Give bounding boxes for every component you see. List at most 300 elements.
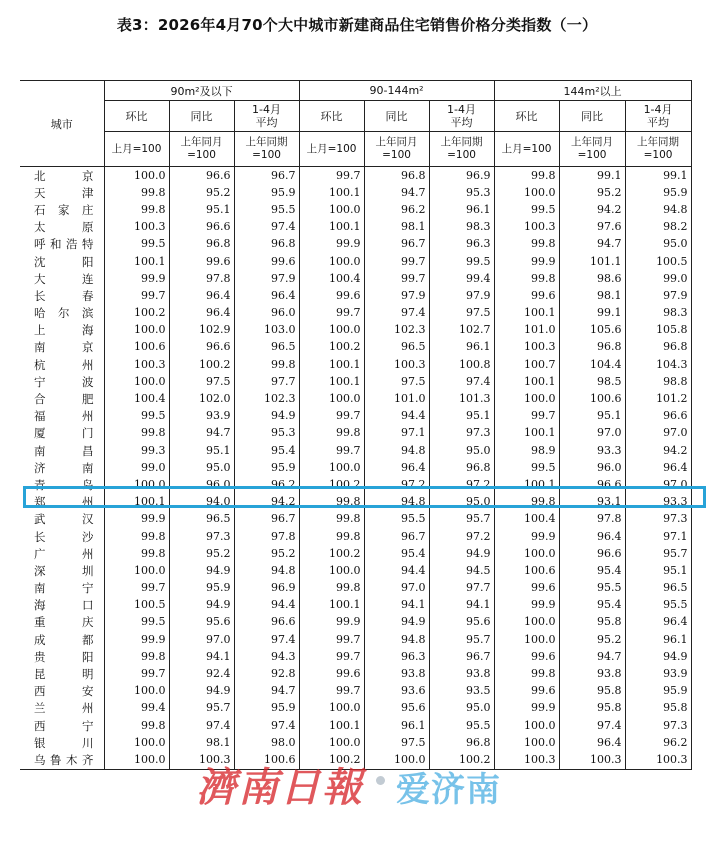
value-cell: 96.1	[429, 201, 494, 218]
value-cell: 99.5	[494, 201, 559, 218]
value-cell: 98.3	[429, 219, 494, 236]
value-cell: 95.1	[625, 562, 691, 579]
table-row	[20, 408, 691, 425]
value-cell: 95.9	[234, 700, 299, 717]
table-row	[20, 528, 691, 545]
value-cell: 94.8	[625, 201, 691, 218]
city-cell: 重庆	[20, 614, 104, 631]
value-cell: 96.8	[429, 459, 494, 476]
table-row	[20, 322, 691, 339]
city-cell: 杭州	[20, 356, 104, 373]
table-row	[20, 167, 691, 185]
value-cell: 96.7	[429, 648, 494, 665]
value-cell: 96.6	[169, 167, 234, 185]
value-cell: 104.3	[625, 356, 691, 373]
value-cell: 95.4	[234, 442, 299, 459]
value-cell: 94.9	[169, 562, 234, 579]
value-cell: 96.4	[169, 287, 234, 304]
sub-header: 1-4月 平均	[625, 101, 691, 132]
value-cell: 92.4	[169, 665, 234, 682]
value-cell: 97.0	[625, 476, 691, 493]
value-cell: 96.8	[429, 734, 494, 751]
value-cell: 97.0	[625, 425, 691, 442]
value-cell: 100.3	[494, 219, 559, 236]
value-cell: 100.0	[104, 322, 169, 339]
value-cell: 99.7	[104, 665, 169, 682]
value-cell: 99.6	[299, 665, 364, 682]
value-cell: 100.3	[104, 219, 169, 236]
value-cell: 97.9	[625, 287, 691, 304]
table-row	[20, 459, 691, 476]
value-cell: 97.9	[429, 287, 494, 304]
value-cell: 100.8	[429, 356, 494, 373]
city-cell: 乌鲁木齐	[20, 751, 104, 769]
table-row	[20, 201, 691, 218]
value-cell: 97.2	[364, 476, 429, 493]
value-cell: 96.4	[234, 287, 299, 304]
value-cell: 95.2	[559, 184, 625, 201]
value-cell: 99.1	[625, 167, 691, 185]
value-cell: 95.2	[169, 545, 234, 562]
base-header: 上月=100	[299, 132, 364, 167]
value-cell: 96.4	[559, 528, 625, 545]
table-row	[20, 751, 691, 769]
value-cell: 96.8	[559, 339, 625, 356]
value-cell: 99.5	[429, 253, 494, 270]
value-cell: 96.2	[625, 734, 691, 751]
value-cell: 100.0	[104, 562, 169, 579]
value-cell: 96.3	[364, 648, 429, 665]
value-cell: 94.7	[364, 184, 429, 201]
value-cell: 99.9	[494, 528, 559, 545]
city-cell: 天津	[20, 184, 104, 201]
value-cell: 100.0	[299, 322, 364, 339]
sub-header: 同比	[169, 101, 234, 132]
value-cell: 99.9	[494, 700, 559, 717]
city-cell: 北京	[20, 167, 104, 185]
value-cell: 100.6	[559, 390, 625, 407]
value-cell: 96.8	[625, 339, 691, 356]
value-cell: 95.6	[169, 614, 234, 631]
value-cell: 96.4	[625, 614, 691, 631]
value-cell: 95.5	[429, 717, 494, 734]
value-cell: 99.7	[104, 287, 169, 304]
value-cell: 93.1	[559, 494, 625, 511]
value-cell: 95.0	[429, 494, 494, 511]
value-cell: 100.1	[104, 494, 169, 511]
value-cell: 100.0	[104, 734, 169, 751]
table-row	[20, 356, 691, 373]
value-cell: 94.0	[169, 494, 234, 511]
value-cell: 100.2	[429, 751, 494, 769]
value-cell: 98.3	[625, 305, 691, 322]
value-cell: 95.2	[234, 545, 299, 562]
value-cell: 99.7	[104, 580, 169, 597]
value-cell: 101.0	[364, 390, 429, 407]
value-cell: 96.2	[234, 476, 299, 493]
value-cell: 95.6	[364, 700, 429, 717]
value-cell: 98.9	[494, 442, 559, 459]
value-cell: 96.7	[234, 511, 299, 528]
value-cell: 97.0	[364, 580, 429, 597]
group-header-medium: 90-144m²	[299, 81, 494, 101]
table-row	[20, 287, 691, 304]
sub-header: 1-4月 平均	[429, 101, 494, 132]
value-cell: 99.8	[104, 717, 169, 734]
value-cell: 100.0	[494, 631, 559, 648]
price-index-table	[20, 80, 692, 770]
value-cell: 96.6	[234, 614, 299, 631]
value-cell: 95.5	[364, 511, 429, 528]
value-cell: 97.4	[364, 305, 429, 322]
value-cell: 96.4	[559, 734, 625, 751]
table-row	[20, 717, 691, 734]
value-cell: 96.4	[625, 459, 691, 476]
city-cell: 上海	[20, 322, 104, 339]
value-cell: 94.7	[559, 236, 625, 253]
city-cell: 青岛	[20, 476, 104, 493]
value-cell: 95.5	[234, 201, 299, 218]
sub-header: 环比	[104, 101, 169, 132]
value-cell: 100.1	[299, 184, 364, 201]
value-cell: 98.8	[625, 373, 691, 390]
value-cell: 99.6	[299, 287, 364, 304]
value-cell: 99.8	[494, 494, 559, 511]
city-cell: 长沙	[20, 528, 104, 545]
value-cell: 99.9	[299, 614, 364, 631]
value-cell: 97.4	[234, 717, 299, 734]
value-cell: 99.8	[104, 201, 169, 218]
table-row	[20, 562, 691, 579]
value-cell: 99.8	[494, 167, 559, 185]
value-cell: 99.8	[234, 356, 299, 373]
table-row	[20, 476, 691, 493]
value-cell: 95.9	[625, 683, 691, 700]
value-cell: 99.8	[299, 425, 364, 442]
value-cell: 94.1	[169, 648, 234, 665]
value-cell: 99.9	[494, 597, 559, 614]
value-cell: 97.2	[429, 476, 494, 493]
value-cell: 99.6	[494, 683, 559, 700]
city-cell: 兰州	[20, 700, 104, 717]
value-cell: 99.9	[104, 511, 169, 528]
value-cell: 94.9	[234, 408, 299, 425]
value-cell: 99.8	[104, 425, 169, 442]
value-cell: 99.4	[429, 270, 494, 287]
sub-header: 1-4月 平均	[234, 101, 299, 132]
value-cell: 97.8	[169, 270, 234, 287]
value-cell: 100.0	[299, 201, 364, 218]
value-cell: 100.2	[299, 476, 364, 493]
value-cell: 94.7	[559, 648, 625, 665]
value-cell: 97.5	[364, 734, 429, 751]
value-cell: 96.4	[364, 459, 429, 476]
table-row	[20, 614, 691, 631]
watermark-dot	[376, 776, 385, 785]
table-row	[20, 494, 691, 511]
value-cell: 93.3	[625, 494, 691, 511]
value-cell: 98.1	[169, 734, 234, 751]
value-cell: 93.8	[559, 665, 625, 682]
value-cell: 100.4	[104, 390, 169, 407]
value-cell: 100.3	[625, 751, 691, 769]
value-cell: 100.0	[299, 459, 364, 476]
base-header: 上年同月 =100	[559, 132, 625, 167]
city-cell: 银川	[20, 734, 104, 751]
value-cell: 95.9	[169, 580, 234, 597]
value-cell: 99.5	[104, 614, 169, 631]
value-cell: 96.5	[625, 580, 691, 597]
value-cell: 95.9	[234, 459, 299, 476]
value-cell: 97.4	[429, 373, 494, 390]
table-header	[20, 81, 691, 167]
value-cell: 97.3	[625, 511, 691, 528]
city-cell: 贵阳	[20, 648, 104, 665]
value-cell: 99.8	[299, 511, 364, 528]
value-cell: 94.4	[364, 408, 429, 425]
value-cell: 99.1	[559, 305, 625, 322]
value-cell: 100.0	[299, 700, 364, 717]
city-column-header: 城市	[20, 81, 104, 167]
city-cell: 深圳	[20, 562, 104, 579]
city-cell: 西安	[20, 683, 104, 700]
value-cell: 100.1	[299, 356, 364, 373]
value-cell: 100.0	[299, 253, 364, 270]
city-cell: 长春	[20, 287, 104, 304]
value-cell: 102.0	[169, 390, 234, 407]
value-cell: 95.3	[429, 184, 494, 201]
value-cell: 99.5	[104, 408, 169, 425]
value-cell: 94.3	[234, 648, 299, 665]
value-cell: 99.9	[104, 631, 169, 648]
value-cell: 100.5	[625, 253, 691, 270]
value-cell: 97.8	[559, 511, 625, 528]
base-header: 上月=100	[494, 132, 559, 167]
value-cell: 102.7	[429, 322, 494, 339]
value-cell: 98.0	[234, 734, 299, 751]
value-cell: 105.6	[559, 322, 625, 339]
value-cell: 95.4	[559, 562, 625, 579]
value-cell: 92.8	[234, 665, 299, 682]
table-row	[20, 545, 691, 562]
value-cell: 96.0	[234, 305, 299, 322]
value-cell: 96.9	[429, 167, 494, 185]
value-cell: 93.9	[625, 665, 691, 682]
value-cell: 100.0	[494, 545, 559, 562]
value-cell: 98.5	[559, 373, 625, 390]
value-cell: 96.4	[169, 305, 234, 322]
value-cell: 94.2	[234, 494, 299, 511]
table-row	[20, 734, 691, 751]
value-cell: 102.3	[234, 390, 299, 407]
value-cell: 94.1	[364, 597, 429, 614]
value-cell: 100.0	[299, 562, 364, 579]
value-cell: 97.9	[364, 287, 429, 304]
value-cell: 99.7	[299, 648, 364, 665]
value-cell: 95.9	[234, 184, 299, 201]
value-cell: 99.9	[104, 270, 169, 287]
value-cell: 100.6	[494, 562, 559, 579]
value-cell: 94.4	[364, 562, 429, 579]
city-cell: 西宁	[20, 717, 104, 734]
value-cell: 99.1	[559, 167, 625, 185]
table-row	[20, 236, 691, 253]
value-cell: 96.8	[234, 236, 299, 253]
city-cell: 沈阳	[20, 253, 104, 270]
value-cell: 96.9	[234, 580, 299, 597]
value-cell: 94.9	[169, 683, 234, 700]
value-cell: 94.7	[169, 425, 234, 442]
value-cell: 94.2	[559, 201, 625, 218]
value-cell: 96.7	[364, 236, 429, 253]
value-cell: 99.8	[494, 270, 559, 287]
value-cell: 94.8	[234, 562, 299, 579]
value-cell: 97.2	[429, 528, 494, 545]
value-cell: 95.7	[625, 545, 691, 562]
value-cell: 103.0	[234, 322, 299, 339]
value-cell: 102.9	[169, 322, 234, 339]
base-header: 上年同期 =100	[625, 132, 691, 167]
table-row	[20, 270, 691, 287]
value-cell: 100.1	[299, 717, 364, 734]
city-cell: 郑州	[20, 494, 104, 511]
value-cell: 96.7	[234, 167, 299, 185]
value-cell: 100.1	[494, 476, 559, 493]
value-cell: 95.1	[169, 442, 234, 459]
city-cell: 大连	[20, 270, 104, 287]
city-cell: 福州	[20, 408, 104, 425]
value-cell: 100.0	[364, 751, 429, 769]
value-cell: 99.6	[494, 580, 559, 597]
value-cell: 95.7	[429, 511, 494, 528]
value-cell: 95.1	[429, 408, 494, 425]
value-cell: 97.6	[559, 219, 625, 236]
value-cell: 97.7	[429, 580, 494, 597]
value-cell: 96.8	[364, 167, 429, 185]
base-header: 上年同月 =100	[364, 132, 429, 167]
value-cell: 95.0	[625, 236, 691, 253]
value-cell: 98.1	[559, 287, 625, 304]
value-cell: 100.4	[299, 270, 364, 287]
value-cell: 100.0	[104, 373, 169, 390]
value-cell: 95.9	[625, 184, 691, 201]
value-cell: 95.2	[169, 184, 234, 201]
value-cell: 96.3	[429, 236, 494, 253]
value-cell: 100.3	[169, 751, 234, 769]
value-cell: 100.3	[559, 751, 625, 769]
value-cell: 93.3	[559, 442, 625, 459]
city-cell: 南京	[20, 339, 104, 356]
value-cell: 96.2	[364, 201, 429, 218]
value-cell: 100.2	[299, 545, 364, 562]
value-cell: 96.6	[169, 219, 234, 236]
value-cell: 94.2	[625, 442, 691, 459]
value-cell: 99.7	[299, 167, 364, 185]
value-cell: 97.3	[169, 528, 234, 545]
value-cell: 97.4	[234, 631, 299, 648]
value-cell: 100.1	[299, 597, 364, 614]
value-cell: 99.8	[104, 648, 169, 665]
base-header: 上年同期 =100	[429, 132, 494, 167]
value-cell: 95.0	[429, 442, 494, 459]
value-cell: 100.3	[494, 339, 559, 356]
value-cell: 100.0	[494, 184, 559, 201]
value-cell: 98.6	[559, 270, 625, 287]
table-row	[20, 390, 691, 407]
value-cell: 97.4	[169, 717, 234, 734]
value-cell: 100.3	[364, 356, 429, 373]
value-cell: 102.3	[364, 322, 429, 339]
table-row	[20, 305, 691, 322]
value-cell: 95.8	[559, 700, 625, 717]
value-cell: 99.7	[364, 270, 429, 287]
table-title: 表3：2026年4月70个大中城市新建商品住宅销售价格分类指数（一）	[116, 16, 598, 34]
value-cell: 96.0	[169, 476, 234, 493]
value-cell: 96.6	[559, 545, 625, 562]
value-cell: 96.5	[234, 339, 299, 356]
value-cell: 100.2	[169, 356, 234, 373]
value-cell: 105.8	[625, 322, 691, 339]
value-cell: 96.0	[559, 459, 625, 476]
value-cell: 97.5	[169, 373, 234, 390]
value-cell: 100.2	[299, 751, 364, 769]
city-cell: 厦门	[20, 425, 104, 442]
value-cell: 99.6	[169, 253, 234, 270]
value-cell: 100.0	[494, 734, 559, 751]
value-cell: 99.8	[299, 528, 364, 545]
table-row	[20, 511, 691, 528]
city-cell: 成都	[20, 631, 104, 648]
value-cell: 99.8	[299, 580, 364, 597]
value-cell: 96.5	[364, 339, 429, 356]
value-cell: 97.4	[234, 219, 299, 236]
value-cell: 93.5	[429, 683, 494, 700]
value-cell: 99.7	[299, 683, 364, 700]
value-cell: 96.1	[364, 717, 429, 734]
value-cell: 100.7	[494, 356, 559, 373]
city-cell: 宁波	[20, 373, 104, 390]
sub-header: 环比	[494, 101, 559, 132]
value-cell: 100.1	[494, 373, 559, 390]
table-row	[20, 339, 691, 356]
value-cell: 99.6	[494, 648, 559, 665]
value-cell: 99.9	[494, 253, 559, 270]
value-cell: 95.5	[625, 597, 691, 614]
value-cell: 98.1	[364, 219, 429, 236]
city-cell: 呼和浩特	[20, 236, 104, 253]
city-cell: 太原	[20, 219, 104, 236]
group-header-small: 90m²及以下	[104, 81, 299, 101]
city-cell: 海口	[20, 597, 104, 614]
value-cell: 99.8	[104, 184, 169, 201]
base-header: 上年同期 =100	[234, 132, 299, 167]
value-cell: 99.7	[299, 305, 364, 322]
table-row	[20, 425, 691, 442]
city-cell: 哈尔滨	[20, 305, 104, 322]
value-cell: 100.3	[104, 356, 169, 373]
value-cell: 100.0	[494, 390, 559, 407]
value-cell: 97.7	[234, 373, 299, 390]
value-cell: 100.1	[104, 253, 169, 270]
city-cell: 武汉	[20, 511, 104, 528]
value-cell: 95.6	[429, 614, 494, 631]
watermark-logo-left: 濟南日報	[196, 764, 364, 811]
value-cell: 100.0	[494, 717, 559, 734]
city-cell: 石家庄	[20, 201, 104, 218]
value-cell: 94.8	[364, 442, 429, 459]
value-cell: 100.0	[104, 751, 169, 769]
value-cell: 99.4	[104, 700, 169, 717]
